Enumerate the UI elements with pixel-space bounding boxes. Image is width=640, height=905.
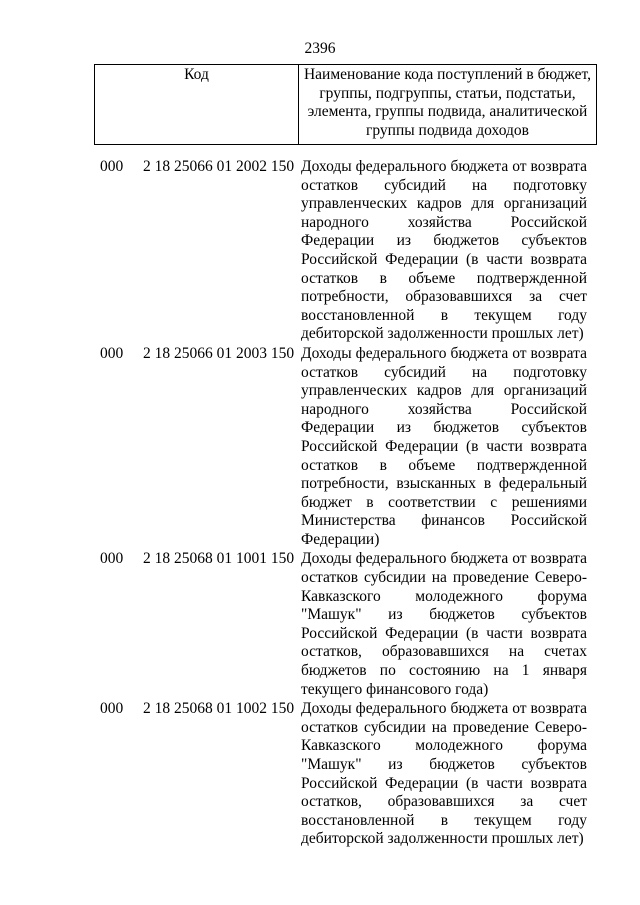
column-header-table xyxy=(94,64,597,145)
admin-code: 000 xyxy=(100,344,124,362)
revenue-code: 2 18 25066 01 2003 150 xyxy=(143,344,295,362)
table-row xyxy=(0,345,640,550)
revenue-code: 2 18 25068 01 1002 150 xyxy=(143,700,295,718)
header-name: Наименование кода поступлений в бюджет, группы, подгруппы, статьи, подстатьи, элемента, группы подвида, аналитической группы подвида доходов xyxy=(299,65,597,145)
revenue-description: Доходы федерального бюджета от возврата остатков субсидий на подготовку управленческих кадров для организаций народного хозяйства Российской Федерации из бюджетов субъектов Российской Федерации (в части возврата остатков в объеме подтвержденной потребности, взысканных в федеральный бюджет в соответствии с решениями Министерства финансов Российской Федерации) xyxy=(301,344,587,548)
header-row xyxy=(95,65,597,145)
revenue-description: Доходы федерального бюджета от возврата остатков субсидии на проведение Северо-Кавказского молодежного форума "Машук" из бюджетов субъектов Российской Федерации (в части возврата остатков, образовавшихся на счетах бюджетов по состоянию на 1 января текущего финансового года) xyxy=(301,550,587,698)
table-row xyxy=(0,700,640,849)
page-number: 2396 xyxy=(304,40,336,57)
revenue-description: Доходы федерального бюджета от возврата остатков субсидий на подготовку управленческих кадров для организаций народного хозяйства Российской Федерации из бюджетов субъектов Российской Федерации (в части возврата остатков в объеме подтвержденной потребности, образовавшихся за счет восстановленной в текущем году дебиторской задолженности прошлых лет) xyxy=(301,158,587,343)
table-row xyxy=(0,158,640,344)
admin-code: 000 xyxy=(100,550,124,568)
admin-code: 000 xyxy=(100,158,124,175)
admin-code: 000 xyxy=(100,700,124,718)
header-code: Код xyxy=(95,65,299,145)
revenue-code-list xyxy=(0,158,640,849)
revenue-code: 2 18 25066 01 2002 150 xyxy=(143,158,295,175)
table-row xyxy=(0,550,640,699)
revenue-code: 2 18 25068 01 1001 150 xyxy=(143,550,295,568)
revenue-description: Доходы федерального бюджета от возврата остатков субсидии на проведение Северо-Кавказского молодежного форума "Машук" из бюджетов субъектов Российской Федерации (в части возврата остатков, образовавшихся за счет восстановленной в текущем году дебиторской задолженности прошлых лет) xyxy=(301,700,587,848)
